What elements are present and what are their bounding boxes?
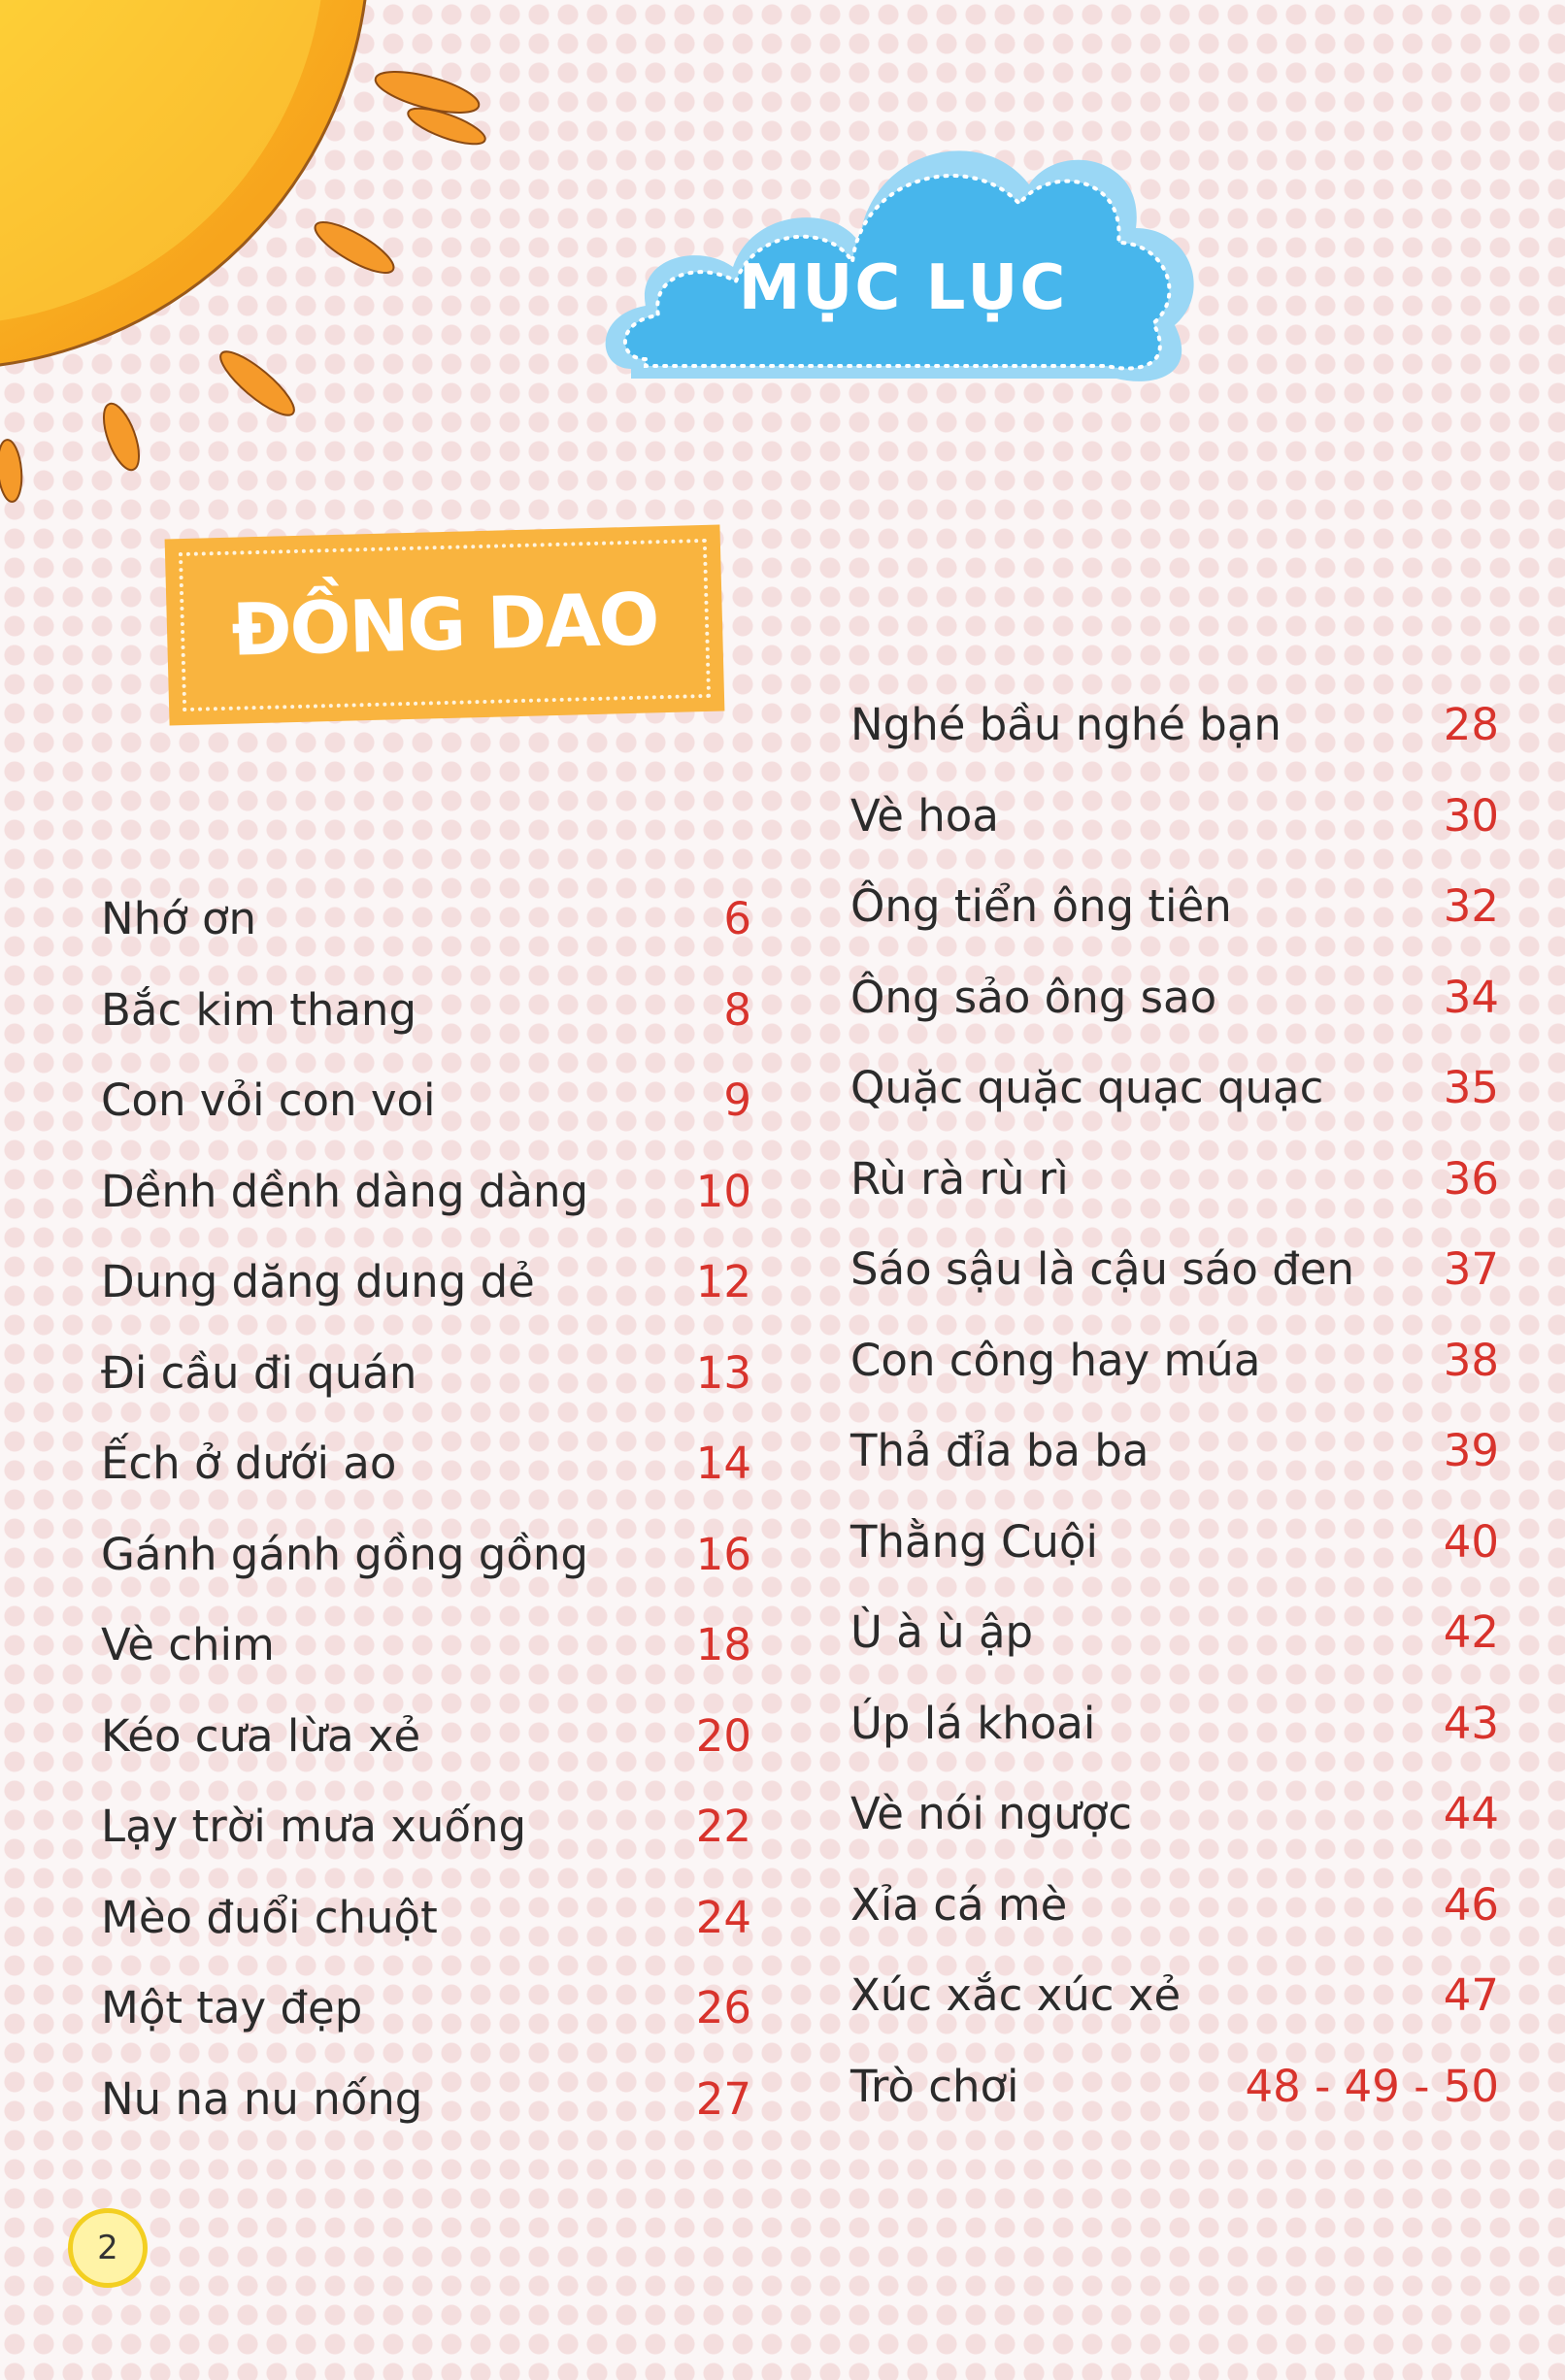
toc-entry-title: Dung dăng dung dẻ (101, 1256, 535, 1308)
toc-entry-page: 24 (695, 1891, 751, 1943)
toc-entry-page: 8 (723, 983, 751, 1036)
toc-entry-page: 37 (1443, 1243, 1499, 1296)
toc-entry-page: 43 (1443, 1697, 1499, 1749)
toc-entry[interactable] (850, 1678, 1499, 1769)
toc-entry[interactable] (850, 1042, 1499, 1134)
toc-entry[interactable] (101, 1872, 751, 1964)
toc-entry[interactable] (850, 1950, 1499, 2041)
toc-entry-title: Kéo cưa lừa xẻ (101, 1709, 421, 1762)
toc-entry-page: 35 (1443, 1062, 1499, 1114)
section-banner (165, 525, 725, 726)
toc-entry-page: 34 (1443, 971, 1499, 1023)
toc-entry-page: 10 (695, 1165, 751, 1217)
toc-entry-title: Đi cầu đi quán (101, 1346, 417, 1399)
toc-entry-page: 46 (1443, 1878, 1499, 1931)
toc-entry-page: 26 (695, 1982, 751, 2034)
toc-entry-page: 32 (1443, 880, 1499, 933)
toc-entry-title: Con vỏi con voi (101, 1074, 436, 1127)
page-title: MỤC LỤC (738, 252, 1068, 324)
toc-entry-title: Bắc kim thang (101, 983, 417, 1036)
toc-left-column (101, 874, 751, 2144)
toc-entry-title: Nhớ ơn (101, 893, 257, 945)
toc-entry[interactable] (101, 1146, 751, 1238)
page-number-badge: 2 (68, 2208, 148, 2288)
toc-entry-title: Một tay đẹp (101, 1982, 363, 2034)
toc-entry[interactable] (101, 1055, 751, 1146)
toc-entry-title: Xúc xắc xúc xẻ (850, 1969, 1182, 2022)
toc-entry[interactable] (850, 1768, 1499, 1860)
toc-entry-title: Mèo đuổi chuột (101, 1891, 438, 1943)
toc-entry-page: 12 (695, 1256, 751, 1308)
toc-entry[interactable] (101, 1509, 751, 1601)
toc-entry-page: 47 (1443, 1969, 1499, 2022)
toc-entry-page: 22 (695, 1801, 751, 1853)
toc-entry-page: 39 (1443, 1425, 1499, 1477)
toc-entry-title: Vè nói ngược (850, 1788, 1133, 1840)
toc-entry-title: Nghé bầu nghé bạn (850, 699, 1282, 751)
toc-entry-title: Con công hay múa (850, 1334, 1261, 1386)
toc-right-column (850, 679, 1499, 2132)
toc-entry-page: 14 (695, 1438, 751, 1490)
toc-entry[interactable] (101, 1781, 751, 1872)
toc-entry-title: Thả đỉa ba ba (850, 1425, 1149, 1477)
toc-entry-page: 20 (695, 1709, 751, 1762)
toc-entry[interactable] (101, 874, 751, 965)
toc-entry-title: Nu na nu nống (101, 2072, 423, 2125)
toc-entry-page: 27 (695, 2072, 751, 2125)
toc-entry-title: Rù rà rù rì (850, 1152, 1069, 1205)
toc-entry-title: Ông tiển ông tiên (850, 880, 1232, 933)
toc-entry-page: 36 (1443, 1152, 1499, 1205)
toc-entry[interactable] (850, 1134, 1499, 1225)
toc-entry-title: Xỉa cá mè (850, 1878, 1068, 1931)
toc-entry-title: Vè chim (101, 1619, 275, 1671)
toc-entry[interactable] (850, 2041, 1499, 2132)
toc-entry-title: Úp lá khoai (850, 1697, 1096, 1749)
toc-entry-title: Lạy trời mưa xuống (101, 1801, 527, 1853)
toc-entry-title: Ếch ở dưới ao (101, 1438, 397, 1490)
toc-entry-page: 6 (723, 893, 751, 945)
toc-entry[interactable] (101, 1600, 751, 1691)
toc-entry[interactable] (101, 2054, 751, 2145)
toc-entry-title: Ông sảo ông sao (850, 971, 1217, 1023)
toc-entry-page: 40 (1443, 1515, 1499, 1568)
toc-entry[interactable] (101, 1418, 751, 1509)
toc-entry-page: 48 - 49 - 50 (1245, 2060, 1499, 2112)
toc-entry-title: Dềnh dềnh dàng dàng (101, 1165, 589, 1217)
toc-entry-title: Sáo sậu là cậu sáo đen (850, 1243, 1354, 1296)
sun-illustration (0, 0, 544, 544)
toc-entry[interactable] (101, 1691, 751, 1782)
toc-entry[interactable] (101, 1237, 751, 1328)
toc-entry[interactable] (850, 679, 1499, 771)
toc-entry-page: 30 (1443, 789, 1499, 842)
toc-entry-page: 16 (695, 1528, 751, 1580)
toc-entry-page: 38 (1443, 1334, 1499, 1386)
toc-entry-title: Vè hoa (850, 789, 999, 842)
section-title: ĐỒNG DAO (230, 578, 659, 673)
toc-entry[interactable] (101, 1963, 751, 2054)
toc-entry-page: 42 (1443, 1606, 1499, 1659)
toc-entry-title: Gánh gánh gồng gồng (101, 1528, 588, 1580)
toc-entry[interactable] (850, 1860, 1499, 1951)
toc-entry[interactable] (850, 1587, 1499, 1678)
toc-entry-title: Ù à ù ập (850, 1606, 1034, 1659)
toc-entry-page: 18 (695, 1619, 751, 1671)
toc-entry-page: 44 (1443, 1788, 1499, 1840)
toc-entry-page: 13 (695, 1346, 751, 1399)
toc-entry[interactable] (101, 1328, 751, 1419)
toc-entry[interactable] (850, 861, 1499, 952)
toc-entry[interactable] (850, 1405, 1499, 1497)
cloud-shape (592, 83, 1214, 393)
toc-entry-title: Trò chơi (850, 2060, 1019, 2112)
toc-entry[interactable] (850, 1315, 1499, 1406)
toc-entry-page: 9 (723, 1074, 751, 1127)
toc-entry[interactable] (850, 1224, 1499, 1315)
toc-entry[interactable] (850, 952, 1499, 1043)
toc-entry-title: Thằng Cuội (850, 1515, 1098, 1568)
toc-entry-title: Quặc quặc quạc quạc (850, 1062, 1324, 1114)
title-cloud (592, 83, 1214, 393)
toc-entry[interactable] (850, 1497, 1499, 1588)
toc-entry[interactable] (101, 965, 751, 1056)
toc-entry[interactable] (850, 771, 1499, 862)
toc-entry-page: 28 (1443, 699, 1499, 751)
